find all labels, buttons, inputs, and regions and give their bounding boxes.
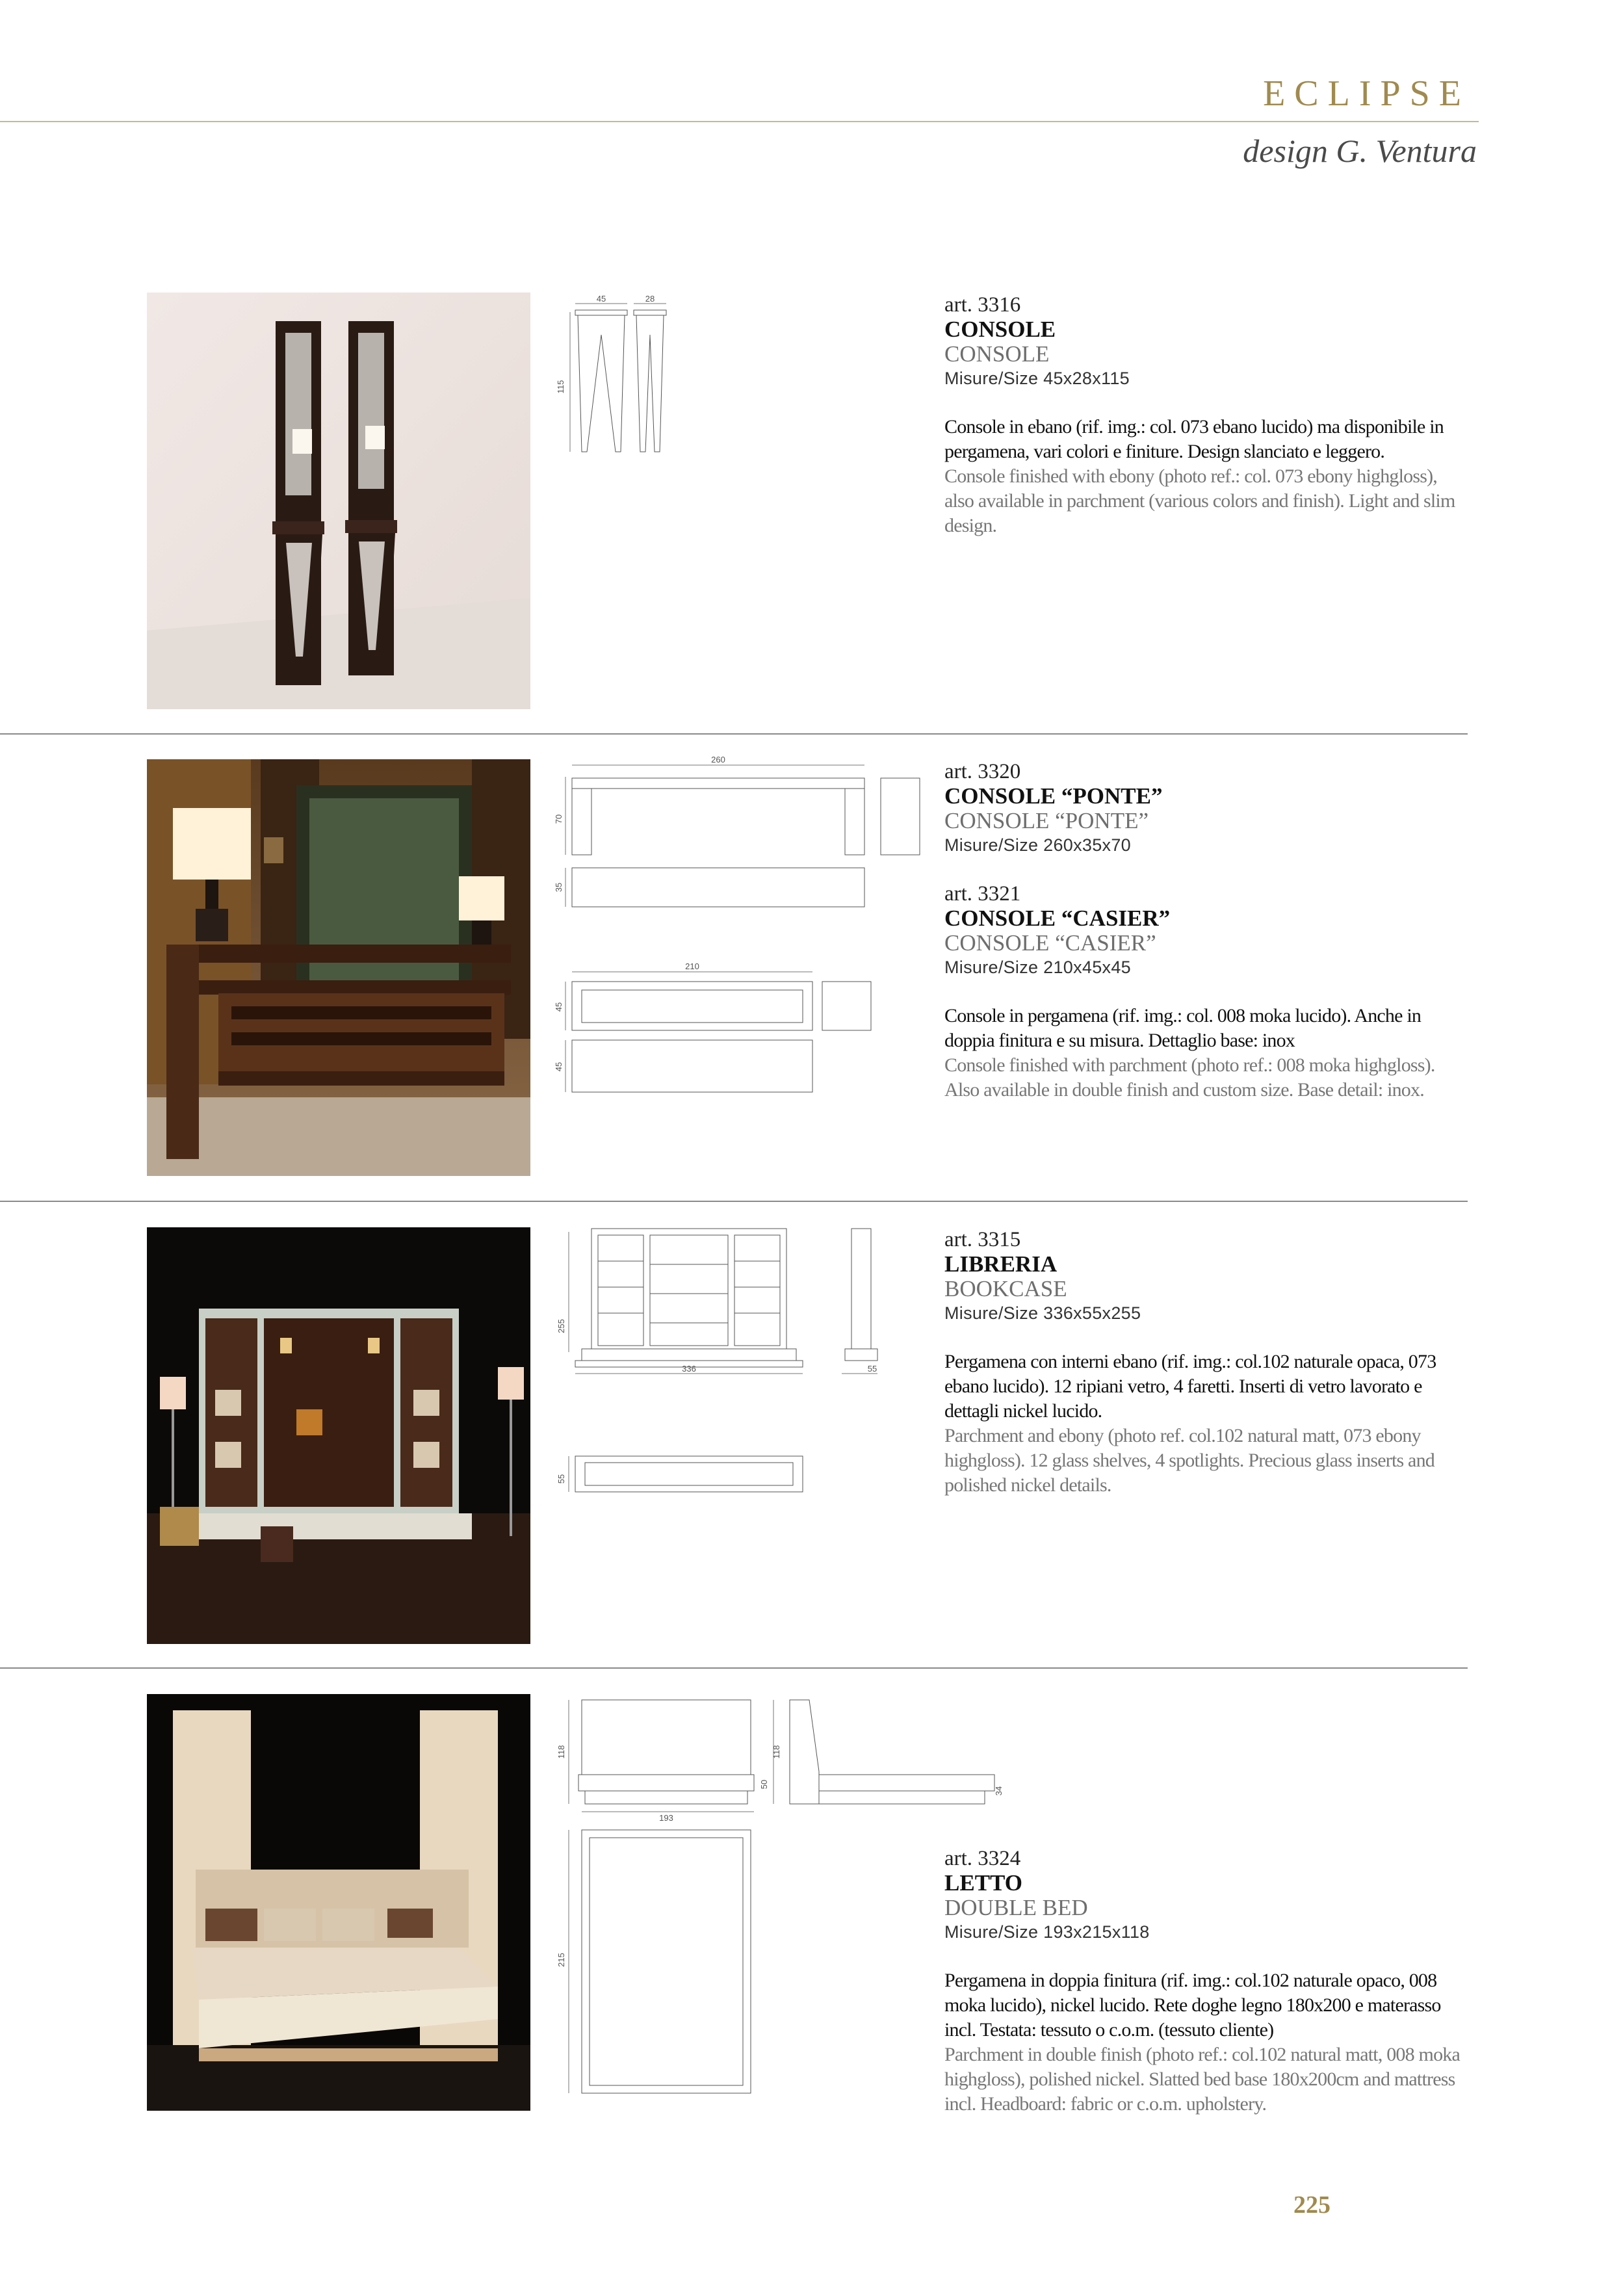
description-it: Console in ebano (rif. img.: col. 073 ebano lucido) ma disponibile in pergamena, vari colori e finiture. Design slanciato e leggero. (944, 416, 1444, 462)
console-3316-info (944, 293, 1464, 538)
product-name-it: LIBRERIA (944, 1251, 1058, 1277)
product-name-it-2: CONSOLE “CASIER” (944, 906, 1171, 931)
bookcase-info (944, 1227, 1464, 1498)
product-name-en: CONSOLE (944, 341, 1050, 367)
dim-bookcase-width: 336 (682, 1364, 696, 1374)
product-name-en-2: CONSOLE “CASIER” (944, 930, 1156, 956)
bookcase-photo (147, 1227, 530, 1644)
product-size: Misure/Size 193x215x118 (944, 1922, 1150, 1942)
console-3316-drawing (556, 296, 679, 458)
article-number: art. 3320 (944, 760, 1021, 783)
header-rule (0, 121, 1479, 122)
product-size-2: Misure/Size 210x45x45 (944, 958, 1131, 977)
product-size: Misure/Size 336x55x255 (944, 1303, 1141, 1323)
dim-ponte-depth: 35 (554, 882, 564, 893)
dim-casier-height: 45 (554, 1002, 564, 1012)
bed-info (944, 1846, 1464, 2117)
article-number: art. 3324 (944, 1847, 1021, 1870)
description-it: Console in pergamena (rif. img.: col. 008 moka lucido). Anche in doppia finitura e su misura. Dettaglio base: inox (944, 1005, 1422, 1051)
product-name-it: LETTO (944, 1870, 1022, 1896)
description-it: Pergamena con interni ebano (rif. img.: col.102 naturale opaca, 073 ebano lucido). 12 ripiani vetro, 4 faretti. Inserti di vetro lavorato e dettagli nickel lucido. (944, 1351, 1436, 1422)
product-name-en: DOUBLE BED (944, 1895, 1088, 1920)
dim-height: 115 (556, 380, 565, 394)
console-ponte-photo (147, 759, 530, 1176)
product-name-en: CONSOLE “PONTE” (944, 808, 1149, 833)
product-name-it: CONSOLE (944, 317, 1056, 342)
dim-bed-width: 193 (659, 1813, 673, 1823)
bookcase-drawing (556, 1225, 894, 1505)
page-number: 225 (1293, 2191, 1331, 2219)
section-divider (0, 733, 1468, 735)
dim-casier-width: 210 (685, 961, 699, 971)
dim-width: 45 (596, 294, 606, 304)
dim-bed-height-side: 118 (772, 1745, 781, 1759)
dim-casier-depth: 45 (554, 1062, 564, 1072)
dim-depth: 28 (645, 294, 655, 304)
article-number: art. 3316 (944, 293, 1021, 317)
section-divider (0, 1201, 1468, 1202)
dim-ponte-height: 70 (554, 814, 564, 824)
product-size: Misure/Size 260x35x70 (944, 835, 1131, 855)
dim-bookcase-height: 255 (556, 1319, 566, 1333)
console-ponte-info (944, 759, 1464, 1102)
description-en: Parchment in double finish (photo ref.: col.102 natural matt, 008 moka highgloss), polished nickel. Slatted bed base 180x200cm and mattress incl. Headboard: fabric or c.o.m. upholstery. (944, 2044, 1460, 2115)
dim-bed-length: 215 (556, 1953, 566, 1967)
article-number: art. 3315 (944, 1228, 1021, 1251)
section-divider (0, 1667, 1468, 1669)
brand-title: ECLIPSE (1263, 73, 1470, 114)
dim-bed-height-front: 118 (556, 1745, 566, 1759)
description-en: Console finished with parchment (photo ref.: 008 moka highgloss). Also available in double finish and custom size. Base detail: inox. (944, 1054, 1435, 1101)
product-name-en: BOOKCASE (944, 1276, 1067, 1301)
bed-photo (147, 1694, 530, 2111)
product-name-it: CONSOLE “PONTE” (944, 783, 1163, 809)
designer-credit: design G. Ventura (1243, 133, 1477, 169)
dim-bed-seat: 50 (759, 1779, 769, 1790)
description-en: Console finished with ebony (photo ref.: col. 073 ebony highgloss), also available in parchment (various colors and finish). Light and slim design. (944, 465, 1455, 536)
article-number-2: art. 3321 (944, 882, 1021, 906)
description-it: Pergamena in doppia finitura (rif. img.: col.102 naturale opaco, 008 moka lucido), nickel lucido. Rete doghe legno 180x200 e materasso incl. Testata: tessuto o c.o.m. (tessuto cliente) (944, 1970, 1441, 2041)
dim-bookcase-depth-side: 55 (867, 1364, 877, 1374)
description-en: Parchment and ebony (photo ref. col.102 natural matt, 073 ebony highgloss). 12 glass shelves, 4 spotlights. Precious glass inserts and polished nickel details. (944, 1425, 1435, 1496)
product-size: Misure/Size 45x28x115 (944, 369, 1130, 388)
console-3316-photo (147, 293, 530, 709)
console-ponte-drawing (556, 757, 933, 1095)
dim-bookcase-depth-plan: 55 (556, 1474, 566, 1484)
dim-ponte-width: 260 (711, 755, 725, 764)
dim-bed-base: 34 (994, 1786, 1004, 1796)
